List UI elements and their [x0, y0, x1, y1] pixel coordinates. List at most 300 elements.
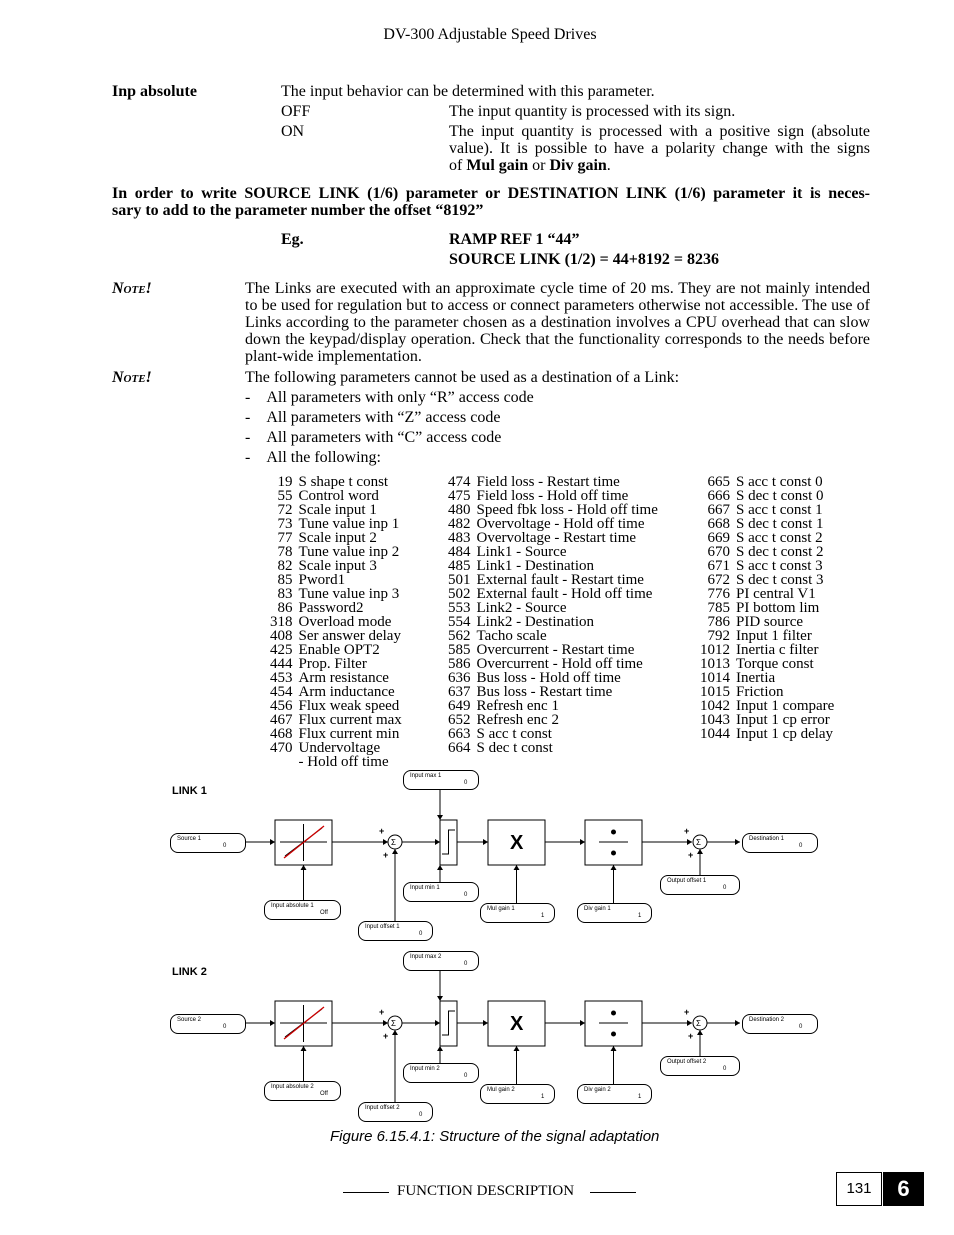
param-number: 1042	[700, 698, 730, 714]
divide-dot	[611, 1032, 616, 1037]
param-name: Input 1 compare	[736, 698, 835, 714]
note-2-intro: The following parameters cannot be used as a destination of a Link:	[245, 369, 680, 386]
param-name: S acc t const	[476, 726, 552, 742]
source-box-label: Source 1	[177, 836, 202, 842]
arrow-head	[611, 865, 617, 870]
param-name: PI bottom lim	[736, 600, 820, 616]
param-name: Torque const	[736, 656, 814, 672]
arrow-head	[483, 1020, 488, 1026]
param-number: 663	[448, 726, 471, 742]
param-number: 652	[448, 712, 471, 728]
param-row	[270, 601, 402, 615]
param-name: Tacho scale	[476, 628, 547, 644]
param-name: Tune value inp 3	[298, 586, 400, 602]
param-name: Flux weak speed	[298, 698, 400, 714]
param-number: 82	[277, 558, 293, 574]
param-row	[700, 475, 834, 489]
param-row	[700, 573, 834, 587]
arrow-head	[611, 1046, 617, 1051]
div-gain-box-value: 1	[638, 913, 642, 919]
param-name: Inertia	[736, 670, 776, 686]
param-number: 480	[448, 502, 471, 518]
param-number: 671	[707, 558, 730, 574]
param-row	[270, 755, 402, 769]
param-number: 485	[448, 558, 471, 574]
input-max-box-value: 0	[464, 780, 468, 786]
param-number: 456	[270, 698, 293, 714]
param-row	[700, 615, 834, 629]
div-gain-box-label: Div gain 1	[584, 906, 611, 912]
param-name: Arm resistance	[298, 670, 389, 686]
page-header: DV-300 Adjustable Speed Drives	[383, 26, 597, 43]
param-name: S acc t const 0	[736, 474, 823, 490]
param-name: Link2 - Destination	[476, 614, 594, 630]
param-number: 474	[448, 474, 471, 490]
mul-gain-box-label: Mul gain 2	[487, 1087, 515, 1093]
arrow-head	[735, 1020, 740, 1026]
on-description: The input quantity is processed with a positive sign (absolute value). It is possible to have a polarity change with the signs of Mul gain or Div gain.	[449, 123, 870, 174]
arrow-head	[437, 1046, 443, 1051]
param-name: S dec t const 0	[736, 488, 824, 504]
bullet-item: - All parameters with “C” access code	[245, 429, 502, 446]
param-row	[448, 685, 658, 699]
param-row	[270, 587, 402, 601]
arrow-head	[392, 849, 398, 854]
param-name: Scale input 3	[298, 558, 377, 574]
param-number: 501	[448, 572, 471, 588]
param-row	[700, 601, 834, 615]
param-name: S dec t const 1	[736, 516, 824, 532]
param-number: 667	[707, 502, 730, 518]
param-row	[448, 713, 658, 727]
arrow-head	[483, 839, 488, 845]
param-name: External fault - Restart time	[476, 572, 644, 588]
input-min-box-label: Input min 1	[410, 885, 440, 891]
note-label-2: Note!	[112, 369, 152, 386]
param-number: 483	[448, 530, 471, 546]
param-name: Link1 - Source	[476, 544, 567, 560]
arrow-head	[514, 1046, 520, 1051]
source-box-value: 0	[223, 1024, 227, 1030]
example-line-2: SOURCE LINK (1/2) = 44+8192 = 8236	[449, 251, 720, 268]
param-number: 670	[707, 544, 730, 560]
param-row	[700, 545, 834, 559]
param-number: 666	[707, 488, 730, 504]
param-name: S shape t const	[298, 474, 389, 490]
param-row	[700, 531, 834, 545]
input-offset-box	[358, 921, 433, 941]
input-offset-box-value: 0	[419, 1112, 423, 1118]
param-name: External fault - Hold off time	[476, 586, 653, 602]
input-absolute-box-value: Off	[320, 1091, 328, 1097]
param-number: 776	[707, 586, 730, 602]
arrow-head	[392, 1030, 398, 1035]
div-gain-box	[577, 1084, 652, 1104]
param-number: 444	[270, 656, 293, 672]
param-name: Input 1 filter	[736, 628, 812, 644]
link-title: LINK 2	[172, 966, 207, 978]
source-box	[170, 833, 246, 853]
input-max-box-label: Input max 2	[410, 954, 442, 960]
arrow-head	[437, 996, 443, 1001]
mul-gain-box-label: Mul gain 1	[487, 906, 515, 912]
plus-sign: +	[688, 850, 694, 860]
multiply-symbol: X	[510, 832, 524, 854]
mul-gain-box	[480, 903, 555, 923]
param-row	[448, 727, 658, 741]
param-row	[270, 727, 402, 741]
input-min-box	[403, 1063, 479, 1083]
destination-box	[742, 833, 818, 853]
multiply-symbol: X	[510, 1013, 524, 1035]
param-row	[270, 741, 402, 755]
input-max-box	[403, 770, 479, 790]
param-number: 1015	[700, 684, 730, 700]
param-number: 562	[448, 628, 471, 644]
param-name: Refresh enc 1	[476, 698, 559, 714]
inp-absolute-term: Inp absolute	[112, 83, 197, 100]
input-max-box-value: 0	[464, 961, 468, 967]
param-number: 1012	[700, 642, 730, 658]
param-name: S dec t const 3	[736, 572, 824, 588]
param-row	[700, 699, 834, 713]
param-row	[700, 713, 834, 727]
param-name: S dec t const	[476, 740, 553, 756]
param-number: 484	[448, 544, 471, 560]
source-box-label: Source 2	[177, 1017, 202, 1023]
chapter-tab: 6	[883, 1172, 924, 1206]
arrow-head	[301, 1046, 307, 1051]
param-number: 85	[277, 572, 293, 588]
param-number: 637	[448, 684, 471, 700]
divide-dot	[611, 1011, 616, 1016]
note-1-text: The Links are executed with an approximate cycle time of 20 ms. They are not mainly intended to be used for regulation but to access or connect parameters otherwise not accessible. The use of Links according to the parameter chosen as a destination involves a CPU overhead that can slow down the keypad/display operation. Check that the functionality corresponds to the needs before plant-wide implementation.	[245, 280, 870, 365]
param-number: 78	[277, 544, 293, 560]
on-label: ON	[281, 123, 305, 140]
param-name: Bus loss - Hold off time	[476, 670, 621, 686]
param-number: 1013	[700, 656, 730, 672]
param-name: PID source	[736, 614, 804, 630]
param-number: 668	[707, 516, 730, 532]
div-gain-box	[577, 903, 652, 923]
example-line-1: RAMP REF 1 “44”	[449, 231, 580, 248]
input-absolute-box	[264, 900, 341, 920]
param-number: 73	[277, 516, 293, 532]
link-title: LINK 1	[172, 785, 207, 797]
source-box	[170, 1014, 246, 1034]
plus-sign: +	[688, 1031, 694, 1041]
sum-symbol: Σ	[391, 838, 396, 847]
param-number: 72	[277, 502, 293, 518]
param-name: Flux current min	[298, 726, 400, 742]
param-number: 425	[270, 642, 293, 658]
param-number: 786	[707, 614, 730, 630]
param-number: 649	[448, 698, 471, 714]
param-name: Arm inductance	[298, 684, 395, 700]
param-number	[270, 755, 299, 769]
param-number: 553	[448, 600, 471, 616]
param-number: 785	[707, 600, 730, 616]
arrow-head	[687, 839, 692, 845]
param-number: 502	[448, 586, 471, 602]
param-row	[448, 741, 658, 755]
param-name: Friction	[736, 684, 784, 700]
param-row	[270, 573, 402, 587]
param-name: S acc t const 3	[736, 558, 823, 574]
param-row	[700, 559, 834, 573]
plus-sign: +	[383, 1031, 389, 1041]
bullet-item: - All parameters with “Z” access code	[245, 409, 501, 426]
param-name: Flux current max	[298, 712, 402, 728]
param-row	[270, 685, 402, 699]
param-row	[448, 629, 658, 643]
param-name: Link1 - Destination	[476, 558, 594, 574]
input-absolute-box	[264, 1081, 341, 1101]
param-row	[448, 475, 658, 489]
param-row	[448, 601, 658, 615]
input-absolute-box-label: Input absolute 1	[271, 903, 314, 909]
param-number: 467	[270, 712, 293, 728]
param-name: Password2	[298, 600, 364, 616]
figure-caption: Figure 6.15.4.1: Structure of the signal adaptation	[330, 1128, 660, 1145]
param-number: 454	[270, 684, 293, 700]
off-description: The input quantity is processed with its sign.	[449, 103, 736, 120]
example-label: Eg.	[281, 231, 304, 248]
arrow-head	[437, 865, 443, 870]
param-name: Bus loss - Restart time	[476, 684, 613, 700]
divide-dot	[611, 851, 616, 856]
param-number: 408	[270, 628, 293, 644]
arrow-head	[383, 1020, 388, 1026]
plus-sign: +	[684, 1007, 690, 1017]
arrow-head	[301, 865, 307, 870]
param-number: 636	[448, 670, 471, 686]
param-name: Control word	[298, 488, 379, 504]
param-row	[448, 517, 658, 531]
param-name: S acc t const 2	[736, 530, 823, 546]
arrow-head	[437, 815, 443, 820]
param-row	[270, 489, 402, 503]
input-min-box-value: 0	[464, 892, 468, 898]
param-row	[270, 713, 402, 727]
note-2-bullets	[245, 389, 534, 469]
param-name: Inertia c filter	[736, 642, 819, 658]
param-row	[700, 727, 834, 741]
param-name: Overcurrent - Hold off time	[476, 656, 643, 672]
param-row	[270, 531, 402, 545]
param-number: 792	[707, 628, 730, 644]
param-name: Field loss - Restart time	[476, 474, 620, 490]
footer-section: FUNCTION DESCRIPTION	[397, 1183, 575, 1199]
param-row	[700, 629, 834, 643]
param-name: Scale input 1	[298, 502, 377, 518]
param-number: 669	[707, 530, 730, 546]
divide-dot	[611, 830, 616, 835]
param-row	[448, 531, 658, 545]
param-number: 664	[448, 740, 471, 756]
sum-symbol: Σ	[391, 1019, 396, 1028]
param-row	[700, 489, 834, 503]
param-number: 475	[448, 488, 471, 504]
param-name: Ser answer delay	[298, 628, 401, 644]
param-row	[270, 615, 402, 629]
output-offset-box	[660, 1056, 740, 1076]
output-offset-box-value: 0	[723, 1066, 727, 1072]
param-number: 77	[277, 530, 293, 546]
param-name: Link2 - Source	[476, 600, 567, 616]
destination-box-label: Destination 2	[749, 1017, 785, 1023]
param-row	[448, 615, 658, 629]
arrow-head	[383, 839, 388, 845]
arrow-head	[270, 839, 275, 845]
param-name: Overload mode	[298, 614, 392, 630]
input-offset-box-label: Input offset 2	[365, 1105, 400, 1111]
param-name: Pword1	[298, 572, 346, 588]
inp-absolute-intro: The input behavior can be determined with this parameter.	[281, 83, 655, 100]
param-number: 19	[277, 474, 293, 490]
param-row	[700, 685, 834, 699]
param-row	[448, 643, 658, 657]
param-number: 1043	[700, 712, 730, 728]
output-offset-box	[660, 875, 740, 895]
param-row	[700, 657, 834, 671]
arrow-head	[687, 1020, 692, 1026]
param-row	[270, 545, 402, 559]
offset-note: In order to write SOURCE LINK (1/6) parameter or DESTINATION LINK (1/6) parameter it is neces- sary to add to the parameter number the offset “8192”	[112, 185, 870, 219]
page-number: 131	[836, 1172, 882, 1206]
param-name: Overcurrent - Restart time	[476, 642, 635, 658]
plus-sign: +	[379, 826, 385, 836]
bullet-item: - All the following:	[245, 449, 381, 466]
param-name: S dec t const 2	[736, 544, 824, 560]
param-row	[700, 503, 834, 517]
param-row	[448, 671, 658, 685]
param-number: 468	[270, 726, 293, 742]
param-row	[270, 517, 402, 531]
param-row	[270, 503, 402, 517]
plus-sign: +	[379, 1007, 385, 1017]
bullet-item: - All parameters with only “R” access code	[245, 389, 534, 406]
param-name: Refresh enc 2	[476, 712, 559, 728]
destination-box-value: 0	[799, 843, 803, 849]
param-row	[448, 587, 658, 601]
input-offset-box	[358, 1102, 433, 1122]
signal-adaptation-diagram	[160, 775, 840, 1130]
input-offset-box-value: 0	[419, 931, 423, 937]
div-gain-box-value: 1	[638, 1094, 642, 1100]
arrow-head	[580, 839, 585, 845]
param-row	[448, 657, 658, 671]
param-number: 665	[707, 474, 730, 490]
param-row	[700, 671, 834, 685]
param-row	[270, 657, 402, 671]
arrow-head	[697, 1030, 703, 1035]
param-name: S acc t const 1	[736, 502, 823, 518]
param-name: - Hold off time	[298, 754, 389, 770]
param-name: Prop. Filter	[298, 656, 367, 672]
mul-gain-box-value: 1	[541, 1094, 545, 1100]
output-offset-box-value: 0	[723, 885, 727, 891]
param-number: 585	[448, 642, 471, 658]
input-offset-box-label: Input offset 1	[365, 924, 400, 930]
param-row	[270, 643, 402, 657]
param-name: Enable OPT2	[298, 642, 380, 658]
param-row	[448, 559, 658, 573]
param-number: 586	[448, 656, 471, 672]
arrow-head	[697, 849, 703, 854]
param-number: 318	[270, 614, 293, 630]
param-name: Scale input 2	[298, 530, 377, 546]
input-absolute-box-value: Off	[320, 910, 328, 916]
input-max-box-label: Input max 1	[410, 773, 442, 779]
param-row	[700, 643, 834, 657]
arrow-head	[270, 1020, 275, 1026]
destination-box	[742, 1014, 818, 1034]
input-max-box	[403, 951, 479, 971]
mul-gain-box-value: 1	[541, 913, 545, 919]
arrow-head	[435, 1020, 440, 1026]
param-name: Tune value inp 1	[298, 516, 400, 532]
param-row	[700, 517, 834, 531]
input-min-box-value: 0	[464, 1073, 468, 1079]
param-row	[448, 545, 658, 559]
param-row	[448, 503, 658, 517]
param-name: Field loss - Hold off time	[476, 488, 629, 504]
param-row	[448, 699, 658, 713]
output-offset-box-label: Output offset 1	[667, 878, 707, 884]
sum-symbol: Σ	[696, 838, 701, 847]
plus-sign: +	[684, 826, 690, 836]
param-number: 482	[448, 516, 471, 532]
param-row	[700, 587, 834, 601]
sum-symbol: Σ	[696, 1019, 701, 1028]
param-name: Tune value inp 2	[298, 544, 400, 560]
footer-rule-left	[343, 1192, 389, 1193]
arrow-head	[514, 865, 520, 870]
param-number: 55	[277, 488, 293, 504]
source-box-value: 0	[223, 843, 227, 849]
param-row	[270, 629, 402, 643]
param-column-3	[700, 475, 834, 741]
input-absolute-box-label: Input absolute 2	[271, 1084, 314, 1090]
param-number: 1044	[700, 726, 730, 742]
param-row	[270, 671, 402, 685]
param-name: Overvoltage - Restart time	[476, 530, 637, 546]
param-name: Input 1 cp delay	[736, 726, 834, 742]
diagram-lines	[160, 775, 840, 1130]
arrow-head	[735, 839, 740, 845]
off-label: OFF	[281, 103, 311, 120]
param-column-1	[270, 475, 402, 769]
footer-rule-right	[590, 1192, 636, 1193]
param-name: Overvoltage - Hold off time	[476, 516, 645, 532]
input-min-box	[403, 882, 479, 902]
param-name: Speed fbk loss - Hold off time	[476, 502, 658, 518]
arrow-head	[580, 1020, 585, 1026]
param-row	[270, 699, 402, 713]
output-offset-box-label: Output offset 2	[667, 1059, 707, 1065]
destination-box-label: Destination 1	[749, 836, 785, 842]
param-number: 672	[707, 572, 730, 588]
arrow-head	[435, 839, 440, 845]
param-number: 83	[277, 586, 293, 602]
param-name: PI central V1	[736, 586, 816, 602]
destination-box-value: 0	[799, 1024, 803, 1030]
param-number: 453	[270, 670, 293, 686]
param-number: 86	[277, 600, 293, 616]
param-column-2	[448, 475, 658, 755]
param-number: 1014	[700, 670, 730, 686]
